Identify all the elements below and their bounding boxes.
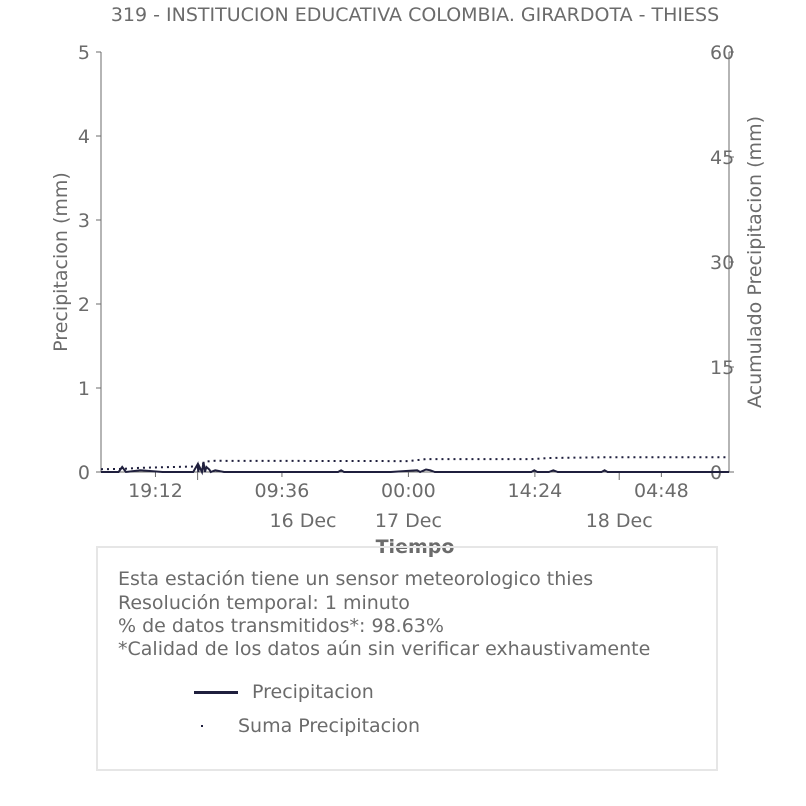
station-info-box bbox=[96, 546, 718, 771]
y2-tick-label: 0 bbox=[710, 462, 723, 484]
y-axis-label: Precipitacion (mm) bbox=[50, 172, 72, 352]
y-tick-label: 0 bbox=[77, 462, 90, 484]
legend-suma-label: Suma Precipitacion bbox=[238, 715, 421, 737]
chart-title: 319 - INSTITUCION EDUCATIVA COLOMBIA. GIRARDOTA - THIESS bbox=[110, 4, 720, 26]
info-quality-line: *Calidad de los datos aún sin verificar exhaustivamente bbox=[118, 638, 651, 660]
y-tick-label: 5 bbox=[77, 42, 90, 64]
y2-tick-label: 45 bbox=[710, 147, 735, 169]
info-transmitted-line: % de datos transmitidos*: 98.63% bbox=[118, 615, 444, 637]
x-date-label: 17 Dec bbox=[374, 510, 442, 532]
y-tick-label: 4 bbox=[77, 126, 90, 148]
y-tick-label: 3 bbox=[77, 210, 90, 232]
info-resolution-line: Resolución temporal: 1 minuto bbox=[118, 592, 410, 614]
y2-tick-label: 30 bbox=[710, 252, 735, 274]
y2-tick-label: 15 bbox=[710, 357, 735, 379]
x-date-label: 16 Dec bbox=[269, 510, 337, 532]
x-tick-label: 09:36 bbox=[254, 480, 310, 502]
x-tick-label: 19:12 bbox=[128, 480, 183, 502]
y-tick-label: 2 bbox=[77, 294, 90, 316]
x-tick-label: 00:00 bbox=[381, 480, 436, 502]
x-date-label: 18 Dec bbox=[585, 510, 653, 532]
y-tick-label: 1 bbox=[77, 378, 90, 400]
legend-precipitacion-swatch bbox=[194, 691, 238, 694]
legend-suma-swatch bbox=[201, 725, 203, 727]
precipitacion-line bbox=[101, 462, 729, 472]
legend-precipitacion-label: Precipitacion bbox=[252, 681, 374, 703]
x-tick-label: 14:24 bbox=[507, 480, 563, 502]
x-tick-label: 04:48 bbox=[633, 480, 689, 502]
y2-tick-label: 60 bbox=[710, 42, 735, 64]
x-axis-label: Tiempo bbox=[375, 536, 455, 558]
y2-axis-label: Acumulado Precipitacion (mm) bbox=[744, 116, 766, 408]
info-sensor-line: Esta estación tiene un sensor meteorologico thies bbox=[118, 568, 594, 590]
